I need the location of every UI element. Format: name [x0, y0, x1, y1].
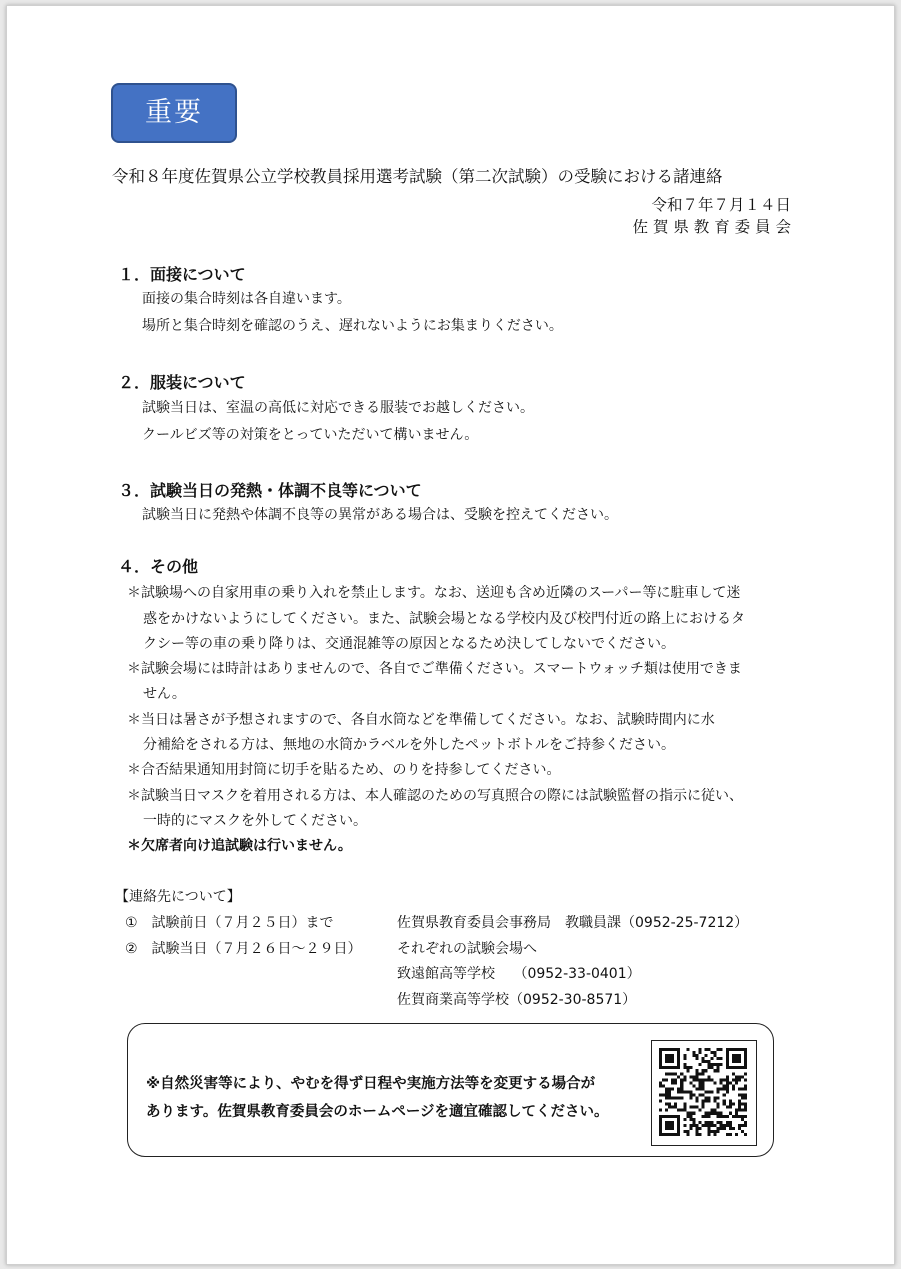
contact-item1-label: ① 試験前日（７月２５日）まで	[125, 915, 334, 931]
notice-line: あります。佐賀県教育委員会のホームページを適宜確認してください。	[146, 1104, 609, 1120]
other-line: ＊合否結果通知用封筒に切手を貼るため、のりを持参してください。	[127, 762, 561, 778]
section-line: クールビズ等の対策をとっていただいて構いません。	[142, 427, 479, 443]
other-line: 分補給をされる方は、無地の水筒かラベルを外したペットボトルをご持参ください。	[143, 737, 675, 753]
document-page	[6, 5, 895, 1265]
contact-heading: 【連絡先について】	[115, 889, 241, 905]
other-line: ＊当日は暑さが予想されますので、各自水筒などを準備してください。なお、試験時間内に水	[127, 712, 715, 728]
notice-box	[127, 1023, 774, 1157]
section-heading-clothing: ２．服装について	[118, 373, 246, 392]
qr-code-icon[interactable]	[651, 1040, 757, 1146]
other-line: クシー等の車の乗り降りは、交通混雑等の原因となるため決してしないでください。	[143, 636, 675, 652]
contact-item2-value: それぞれの試験会場へ	[397, 941, 537, 957]
section-line: 試験当日に発熱や体調不良等の異常がある場合は、受験を控えてください。	[142, 507, 618, 523]
section-line: 場所と集合時刻を確認のうえ、遅れないようにお集まりください。	[142, 318, 563, 334]
section-line: 面接の集合時刻は各自違います。	[142, 291, 351, 307]
other-line: ＊試験当日マスクを着用される方は、本人確認のための写真照合の際には試験監督の指示に従い、	[127, 788, 743, 804]
other-line: 一時的にマスクを外してください。	[143, 813, 367, 829]
other-line: せん。	[143, 686, 186, 702]
section-heading-health: ３．試験当日の発熱・体調不良等について	[118, 481, 422, 500]
other-line: ＊試験会場には時計はありませんので、各自でご準備ください。スマートウォッチ類は使用できま	[127, 661, 742, 677]
contact-item1-value: 佐賀県教育委員会事務局 教職員課（0952-25-7212）	[397, 915, 749, 931]
issue-date: 令和７年７月１４日	[651, 196, 791, 214]
important-badge: 重要	[111, 83, 237, 143]
contact-item2-label: ② 試験当日（７月２６日～２９日）	[125, 941, 362, 957]
section-heading-interview: １．面接について	[118, 265, 246, 284]
venue-saga-commercial: 佐賀商業高等学校（0952-30-8571）	[397, 992, 637, 1008]
notice-line: ※自然災害等により、やむを得ず日程や実施方法等を変更する場合が	[146, 1076, 596, 1092]
section-heading-other: ４．その他	[118, 557, 199, 576]
issuer: 佐 賀 県 教 育 委 員 会	[632, 218, 791, 236]
other-line: ＊試験場への自家用車の乗り入れを禁止します。なお、送迎も含め近隣のスーパー等に駐車して迷	[127, 585, 741, 601]
section-line: 試験当日は、室温の高低に対応できる服装でお越しください。	[142, 400, 534, 416]
other-line-bold: ＊欠席者向け追試験は行いません。	[127, 838, 352, 854]
document-title: 令和８年度佐賀県公立学校教員採用選考試験（第二次試験）の受験における諸連絡	[112, 167, 723, 186]
venue-chienkan: 致遠館高等学校 （0952-33-0401）	[397, 966, 641, 982]
other-line: 惑をかけないようにしてください。また、試験会場となる学校内及び校門付近の路上におけるタ	[143, 611, 745, 627]
